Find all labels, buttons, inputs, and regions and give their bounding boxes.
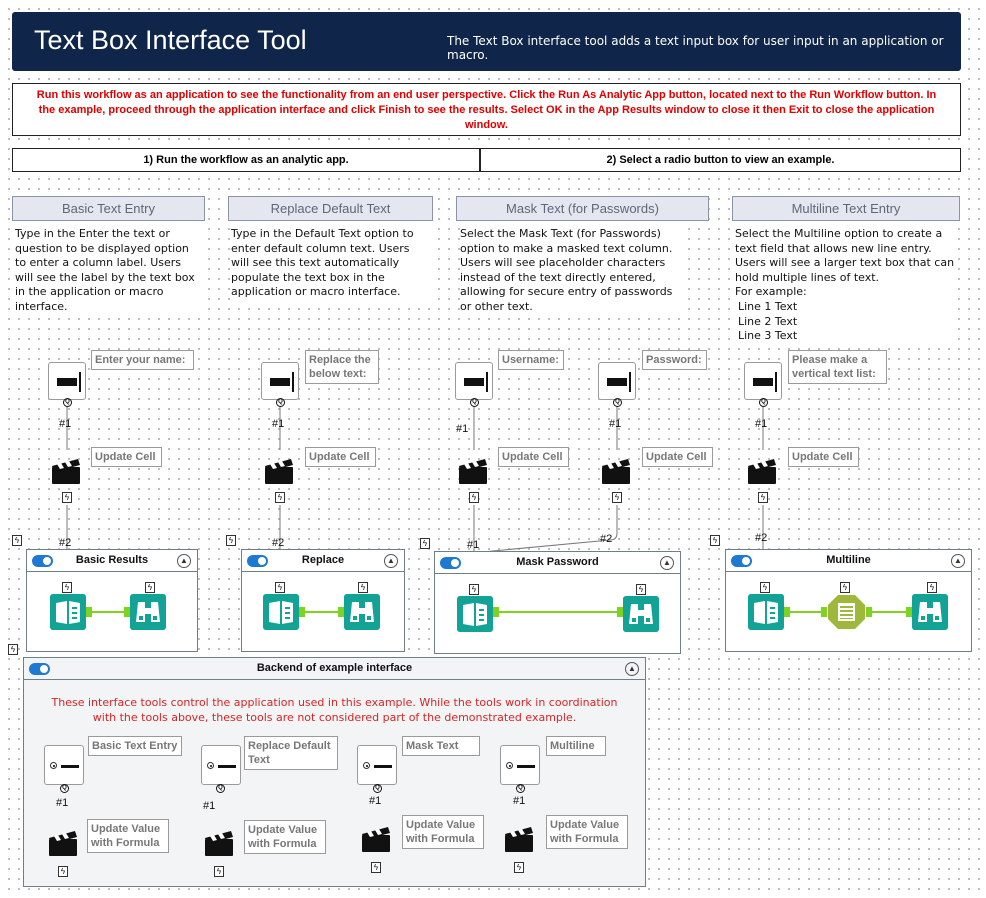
lightning-icon: ϟ — [145, 582, 155, 593]
connection-label: #1 — [456, 423, 469, 435]
action-tool-icon[interactable] — [361, 823, 391, 853]
collapse-icon[interactable]: ▲ — [625, 662, 639, 676]
annotation-enter-name: Enter your name: — [91, 350, 194, 370]
lightning-icon: ϟ — [58, 866, 68, 877]
question-anchor-icon: Q — [516, 784, 525, 793]
lightning-icon: ϟ — [275, 582, 285, 593]
browse-tool-icon[interactable] — [344, 594, 380, 630]
question-anchor-icon: Q — [63, 398, 72, 407]
annotation-update-cell: Update Cell — [91, 447, 162, 467]
connection-label: #2 — [272, 537, 285, 549]
lightning-icon: ϟ — [758, 492, 768, 503]
question-anchor-icon: Q — [759, 398, 768, 407]
text-to-columns-tool-icon[interactable] — [827, 594, 866, 630]
annotation-update-cell: Update Cell — [642, 447, 713, 467]
lightning-icon: ϟ — [62, 492, 72, 503]
lightning-icon: ϟ — [214, 866, 224, 877]
column-label-basic: Basic Text Entry — [12, 196, 205, 221]
action-tool-icon[interactable] — [504, 823, 534, 853]
collapse-icon[interactable]: ▲ — [177, 554, 191, 568]
container-header — [24, 658, 645, 680]
container-title: Replace — [301, 554, 345, 566]
lightning-icon: ϟ — [840, 582, 850, 593]
text-input-tool-icon[interactable] — [457, 596, 493, 632]
question-anchor-icon: Q — [60, 784, 69, 793]
connection-label: #1 — [369, 795, 382, 807]
annotation-vertical-list: Please make a vertical text list: — [788, 350, 887, 384]
column-desc-mask: Select the Mask Text (for Passwords) option to make a masked text column. Users will see placeholder characters instead of the text directly entered, allowing for secure entry of passwords or other text. — [460, 227, 686, 315]
lightning-icon: ϟ — [469, 584, 479, 595]
browse-tool-icon[interactable] — [130, 594, 166, 630]
annotation-password: Password: — [642, 350, 707, 370]
lightning-icon: ϟ — [358, 582, 368, 593]
connection-label: #2 — [600, 533, 613, 545]
step-run-app: 1) Run the workflow as an analytic app. — [12, 148, 480, 172]
backend-description: These interface tools control the application used in this example. While the tools work in coordination with the tools above, these tools are not considered part of the demonstrated example. — [51, 696, 618, 724]
browse-tool-icon[interactable] — [912, 594, 948, 630]
collapse-icon[interactable]: ▲ — [660, 556, 674, 570]
connection-label: #1 — [513, 795, 526, 807]
connection-label: #2 — [59, 537, 72, 549]
radio-button-tool[interactable] — [44, 745, 84, 785]
column-label-replace: Replace Default Text — [228, 196, 433, 221]
connection-label: #1 — [609, 418, 622, 430]
lightning-icon: ϟ — [469, 492, 479, 503]
question-anchor-icon: Q — [470, 398, 479, 407]
text-input-tool-icon[interactable] — [50, 594, 86, 630]
annotation-update-cell: Update Cell — [788, 447, 859, 467]
lightning-icon: ϟ — [420, 538, 430, 549]
column-label-multiline: Multiline Text Entry — [732, 196, 960, 221]
text-input-tool-icon[interactable] — [263, 594, 299, 630]
container-title: Multiline — [826, 554, 871, 566]
connection-label: #2 — [755, 532, 768, 544]
lightning-icon: ϟ — [12, 535, 22, 546]
column-desc-replace: Type in the Default Text option to enter default column text. Users will see this text automatically populate the text box in the application or macro interface. — [231, 227, 431, 300]
connection-label: #1 — [59, 418, 72, 430]
annotation-radio-mask: Mask Text — [402, 736, 480, 756]
container-title: Basic Results — [75, 554, 149, 566]
lightning-icon: ϟ — [62, 582, 72, 593]
lightning-icon: ϟ — [612, 492, 622, 503]
annotation-update-cell: Update Cell — [305, 447, 376, 467]
lightning-icon: ϟ — [514, 862, 524, 873]
lightning-icon: ϟ — [371, 862, 381, 873]
radio-button-tool[interactable] — [500, 745, 540, 785]
collapse-icon[interactable]: ▲ — [384, 554, 398, 568]
lightning-icon: ϟ — [636, 584, 646, 595]
connection-label: #1 — [272, 418, 285, 430]
multiline-example-line: Line 2 Text — [738, 314, 798, 328]
container-title: Backend of example interface — [256, 662, 413, 674]
browse-tool-icon[interactable] — [623, 596, 659, 632]
action-tool-icon[interactable] — [48, 827, 78, 857]
lightning-icon: ϟ — [275, 492, 285, 503]
lightning-icon: ϟ — [927, 582, 937, 593]
annotation-update-cell: Update Cell — [498, 447, 569, 467]
page-description: The Text Box interface tool adds a text input box for user input in an application or macro. — [447, 34, 944, 62]
annotation-update-value: Update Value with Formula — [244, 820, 326, 854]
question-anchor-icon: Q — [613, 398, 622, 407]
question-anchor-icon: Q — [276, 398, 285, 407]
annotation-update-value: Update Value with Formula — [402, 815, 484, 849]
column-desc-basic: Type in the Enter the text or question to be displayed option to enter a column label. Users will see the label by the text box in the application or macro interface. — [15, 227, 200, 315]
annotation-radio-basic: Basic Text Entry — [88, 736, 182, 756]
connection-label: #1 — [467, 539, 480, 551]
annotation-username: Username: — [498, 350, 564, 370]
action-tool-icon[interactable] — [204, 827, 234, 857]
page-title: Text Box Interface Tool — [34, 25, 307, 55]
annotation-radio-multiline: Multiline — [546, 736, 606, 756]
lightning-icon: ϟ — [760, 582, 770, 593]
annotation-update-value: Update Value with Formula — [546, 815, 628, 849]
connection-label: #1 — [755, 418, 768, 430]
question-anchor-icon: Q — [216, 784, 225, 793]
lightning-icon: ϟ — [8, 644, 18, 655]
text-input-tool-icon[interactable] — [748, 594, 784, 630]
question-anchor-icon: Q — [373, 784, 382, 793]
radio-button-tool[interactable] — [201, 745, 241, 785]
run-instructions: Run this workflow as an application to see the functionality from an end user perspective. Click the Run As Analytic App button, located next to the Run Workflow button. In the example, proceed through the application interface and click Finish to see the results. Select OK in the App Results window to close it then Exit to close the application window. — [12, 83, 961, 136]
column-label-mask: Mask Text (for Passwords) — [456, 196, 709, 221]
lightning-icon: ϟ — [226, 535, 236, 546]
multiline-example-line: Line 1 Text — [738, 299, 798, 313]
lightning-icon: ϟ — [710, 535, 720, 546]
container-title: Mask Password — [516, 556, 599, 568]
collapse-icon[interactable]: ▲ — [951, 554, 965, 568]
connection-label: #1 — [203, 800, 216, 812]
annotation-replace-below: Replace the below text: — [305, 350, 379, 384]
annotation-update-value: Update Value with Formula — [87, 819, 169, 853]
multiline-example-line: Line 3 Text — [738, 329, 798, 343]
multiline-example-heading: For example: — [735, 285, 807, 299]
step-select-radio: 2) Select a radio button to view an example. — [480, 148, 961, 172]
radio-button-tool[interactable] — [357, 745, 397, 785]
annotation-radio-replace: Replace Default Text — [244, 736, 338, 770]
multiline-desc-text: Select the Multiline option to create a text field that allows new line entry. Users will see a larger text box that can hold multiple lines of text. — [735, 227, 955, 284]
connection-label: #1 — [56, 797, 69, 809]
